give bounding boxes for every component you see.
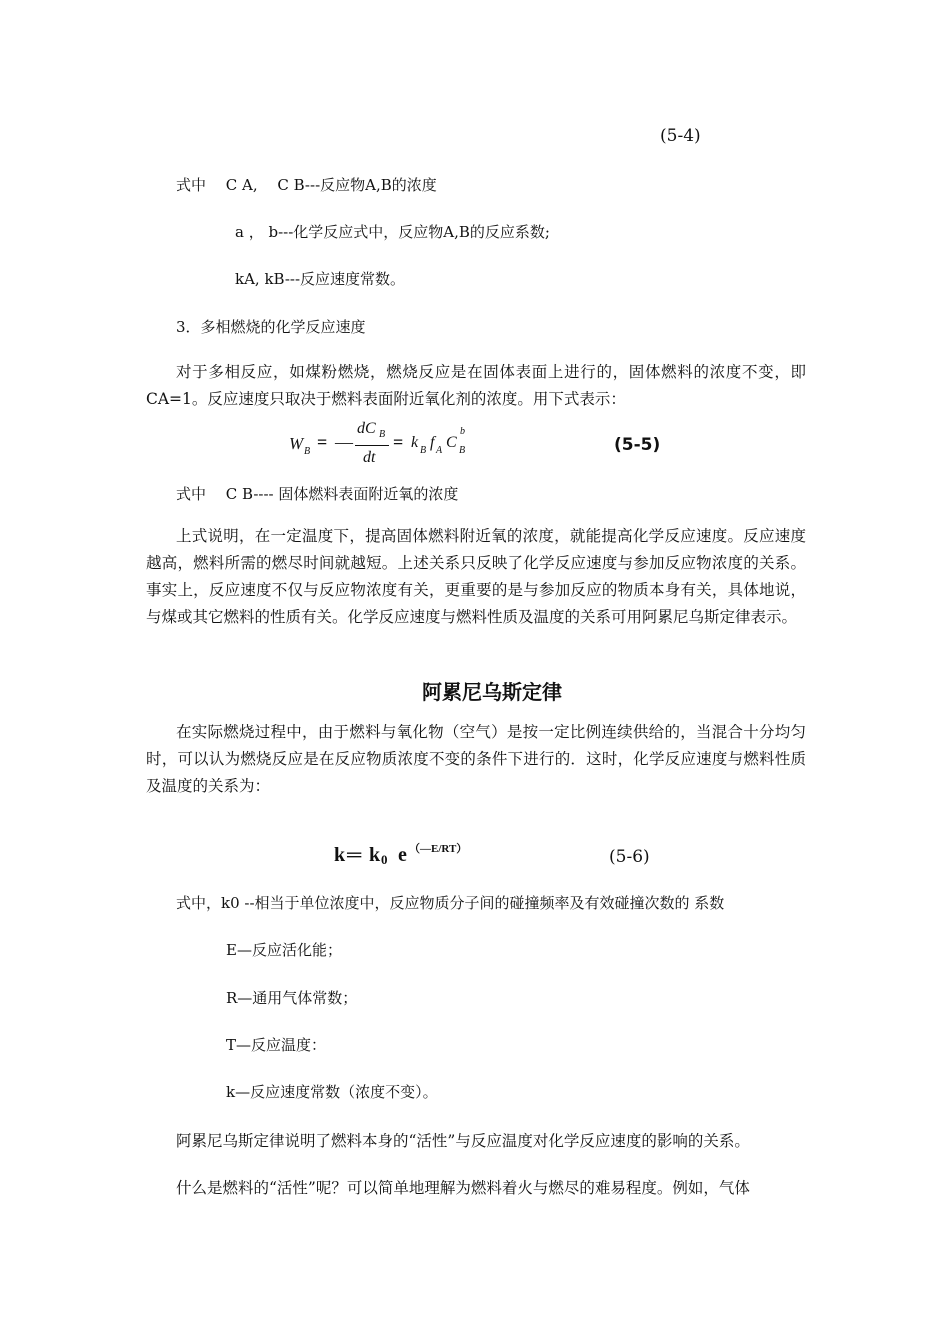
eq-numerator-sub: B [379,429,386,440]
equation-5-5 [289,420,489,472]
paragraph-arrhenius-context: 在实际燃烧过程中，由于燃料与氧化物（空气）是按一定比例连续供给的，当混合十分均匀时，可以认为燃烧反应是在反应物质浓度不变的条件下进行的．这时，化学反应速度与燃料性质及温度的关系为： [146,723,806,795]
where-line-oxygen: 式中 C B---- 固体燃料表面附近氧的浓度 [176,485,459,503]
eq-c-sup: b [460,426,465,437]
section-heading: 阿累尼乌斯定律 [422,680,562,704]
eq-lhs-sub: B [304,446,311,457]
where-line-coefficients: a ， b---化学反应式中，反应物A,B的反应系数; [235,223,550,241]
equation-5-6 [334,838,514,878]
eq-denominator: dt [363,449,376,466]
where-line-t: T—反应温度： [226,1036,327,1054]
where-line-k: k—反应速度常数（浓度不变）。 [226,1083,438,1101]
eq-minus: — [335,432,353,452]
where-line-e: E—反应活化能； [226,941,342,959]
equation-number-5-4: (5-4) [660,126,701,146]
eq-k-sub: B [420,445,427,456]
where-line-rate-constants: kA, kB---反应速度常数。 [235,270,406,288]
where-line-concentration: 式中 C A, C B---反应物A,B的浓度 [176,176,437,194]
eq-exponent: （—E/RT） [409,843,468,855]
eq-c-sub: B [459,445,466,456]
where-line-k0: 式中，k0 --相当于单位浓度中，反应物质分子间的碰撞频率及有效碰撞次数的 系数 [176,894,725,912]
eq-equals-2: = [393,432,404,452]
fraction-bar [355,445,389,446]
paragraph-arrhenius-meaning: 阿累尼乌斯定律说明了燃料本身的“活性”与反应温度对化学反应速度的影响的关系。 [176,1132,750,1150]
eq-k: k [411,434,419,451]
section-title: 3．多相燃烧的化学反应速度 [176,318,366,336]
paragraph-rate-explanation: 上式说明，在一定温度下，提高固体燃料附近氧的浓度，就能提高化学反应速度。反应速度越高，燃料所需的燃尽时间就越短。上述关系只反映了化学反应速度与参加反应物浓度的关系。事实上，反应速度不仅与反应物浓度有关，更重要的是与参加反应的物质本身有关，具体地说，与煤或其它燃料的性质有关。化学反应速度与燃料性质及温度的关系可用阿累尼乌斯定律表示。 [146,527,806,626]
eq-lhs-w: W [289,434,304,453]
eq-numerator: dC [357,420,376,437]
paragraph-heterogeneous: 对于多相反应，如煤粉燃烧，燃烧反应是在固体表面上进行的，固体燃料的浓度不变，即CA=1。反应速度只取决于燃料表面附近氧化剂的浓度。用下式表示： [146,363,806,408]
eq-c: C [446,434,457,451]
eq-f: f [430,434,435,451]
eq-k0: k [369,844,381,866]
where-line-r: R—通用气体常数； [226,989,358,1007]
equation-number-5-6: (5-6) [609,847,650,867]
eq-f-sub: A [436,445,443,456]
eq-k-left: k [334,844,346,866]
paragraph-activity: 什么是燃料的“活性”呢？可以简单地理解为燃料着火与燃尽的难易程度。例如，气体 [176,1179,750,1197]
equation-number-5-5: (5-5) [614,435,661,455]
eq-equals: ═ [347,844,362,866]
eq-e: e [398,844,407,866]
eq-k0-sub: 0 [381,852,388,867]
eq-equals-1: = [317,432,328,452]
